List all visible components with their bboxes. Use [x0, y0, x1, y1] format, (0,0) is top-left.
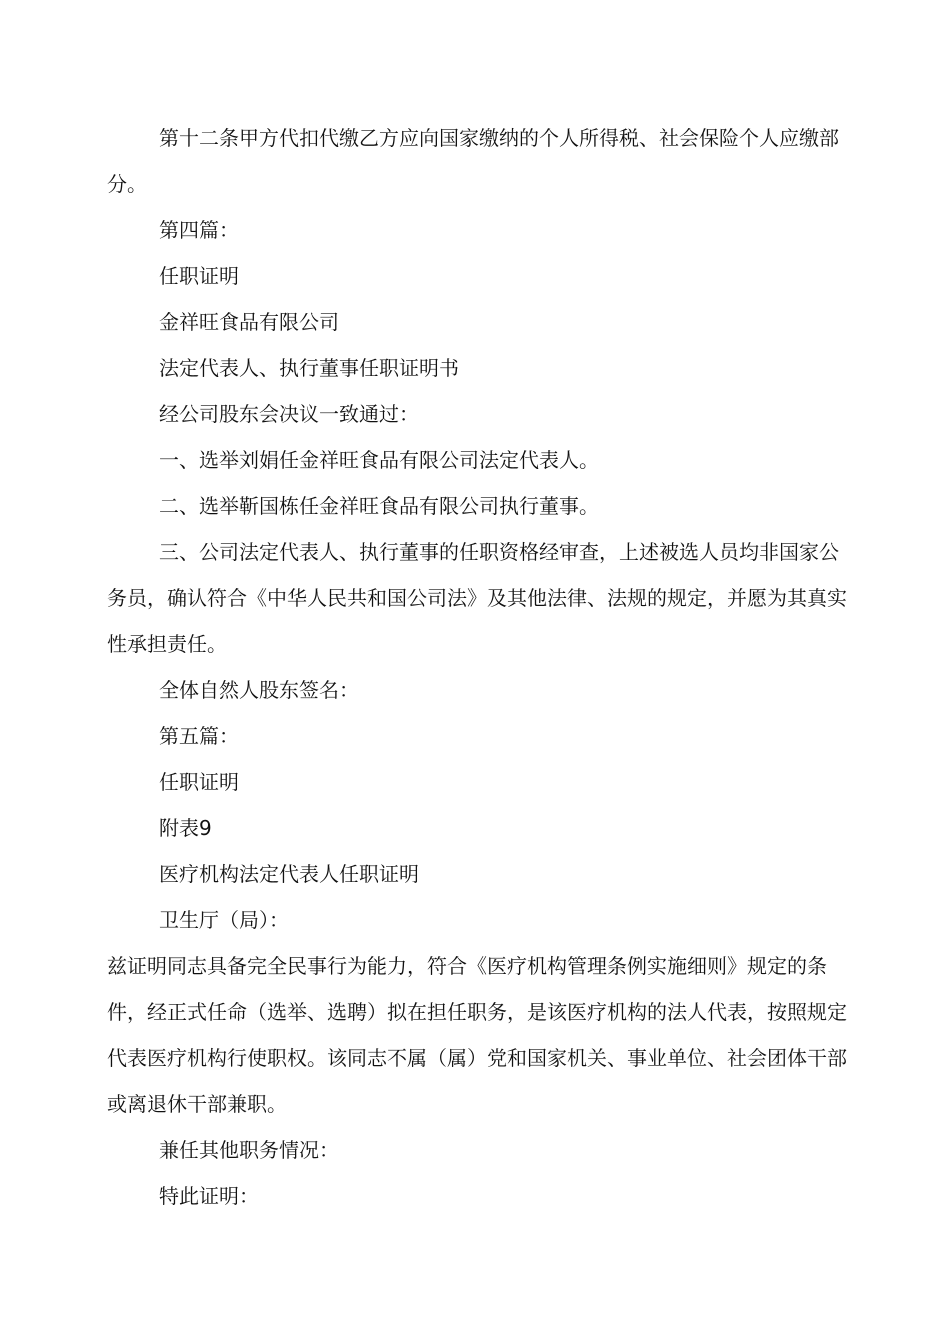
resolution-item-1: 一、选举刘娟任金祥旺食品有限公司法定代表人。 — [159, 448, 599, 472]
document-body — [107, 115, 852, 1219]
concurrent-positions-label: 兼任其他职务情况： — [159, 1138, 339, 1162]
resolution-item-3: 三、公司法定代表人、执行董事的任职资格经审查，上述被选人员均非国家公务员，确认符合《中华人民共和国公司法》及其他法律、法规的规定，并愿为其真实性承担责任。 — [107, 540, 847, 656]
section-5-heading: 第五篇： — [159, 724, 239, 748]
certification-body: 兹证明同志具备完全民事行为能力，符合《医疗机构管理条例实施细则》规定的条件，经正式任命（选举、选聘）拟在担任职务，是该医疗机构的法人代表，按照规定代表医疗机构行使职权。该同志不属（属）党和国家机关、事业单位、社会团体干部或离退休干部兼职。 — [107, 954, 847, 1116]
appendix-label: 附表9 — [159, 816, 212, 840]
section-5-title: 任职证明 — [159, 770, 239, 794]
shareholder-signature-label: 全体自然人股东签名： — [159, 678, 359, 702]
section-4-title: 任职证明 — [159, 264, 239, 288]
section-4-heading: 第四篇： — [159, 218, 239, 242]
company-name: 金祥旺食品有限公司 — [159, 310, 339, 334]
addressee: 卫生厅（局）： — [159, 908, 289, 932]
resolution-item-2: 二、选举靳国栋任金祥旺食品有限公司执行董事。 — [159, 494, 599, 518]
article-12-paragraph: 第十二条甲方代扣代缴乙方应向国家缴纳的个人所得税、社会保险个人应缴部分。 — [107, 126, 839, 196]
hereby-certify: 特此证明： — [159, 1184, 259, 1208]
medical-certificate-title: 医疗机构法定代表人任职证明 — [159, 862, 419, 886]
resolution-intro: 经公司股东会决议一致通过： — [159, 402, 419, 426]
certificate-title: 法定代表人、执行董事任职证明书 — [159, 356, 459, 380]
